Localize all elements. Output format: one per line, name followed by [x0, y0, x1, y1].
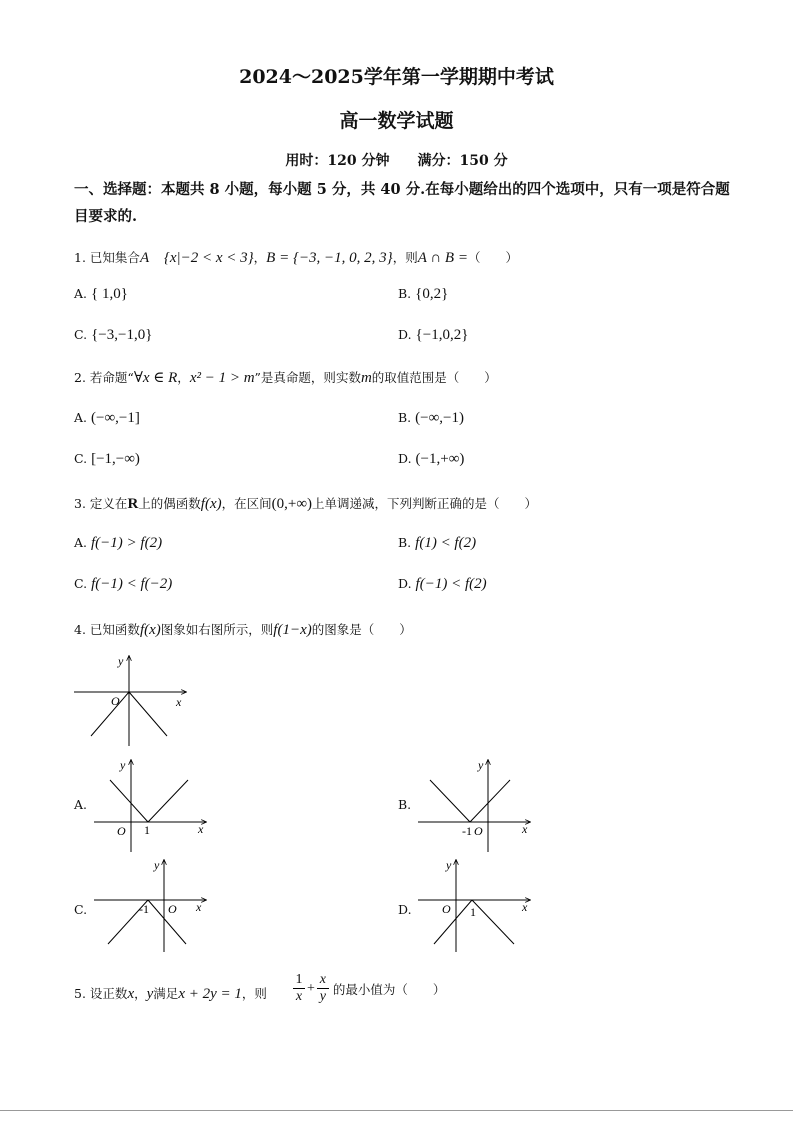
graph-line [148, 900, 186, 944]
q-text: 上单调递减，下列判断正确的是（ ） [312, 496, 538, 511]
var: m [360, 370, 372, 386]
option-a[interactable] [74, 410, 140, 427]
option-d[interactable] [398, 576, 487, 593]
q-text: 的最小值为（ ） [332, 981, 446, 997]
q-number: 4. [74, 622, 86, 637]
option-value: {−3,−1,0} [91, 327, 153, 343]
q-text: ”是真命题，则实数 [254, 370, 361, 385]
numerator: x [319, 972, 327, 987]
exam-meta: 用时：120 分钟 满分：150 分 [285, 153, 508, 169]
exam-title: 2024～2025学年第一学期期中考试 [239, 66, 554, 88]
q-text: 满足 [153, 986, 179, 1001]
option-d-graph[interactable] [416, 858, 536, 954]
option-c[interactable] [74, 451, 140, 468]
numerator: 1 [295, 972, 303, 987]
expr: ∀x ∈ R [133, 370, 178, 386]
graph-line [129, 692, 167, 736]
denominator: y [317, 988, 329, 1005]
q-text: 若命题“ [89, 370, 134, 385]
option-letter: C. [74, 327, 88, 342]
option-b[interactable] [398, 535, 476, 552]
exam-subtitle: 高一数学试题 [339, 110, 454, 132]
x-label: x [522, 822, 528, 836]
q-number: 3. [74, 496, 86, 511]
origin-label: O [474, 824, 483, 838]
option-a[interactable] [74, 797, 87, 812]
option-value: f(1) < f(2) [415, 535, 477, 551]
option-a[interactable] [74, 286, 128, 303]
option-letter: C. [74, 902, 88, 917]
q-text: 图象如右图所示，则 [160, 622, 274, 637]
question-1 [74, 246, 518, 267]
q-text: 已知函数 [89, 622, 140, 637]
graph-line [91, 692, 129, 736]
option-value: f(−1) < f(−2) [91, 576, 173, 592]
origin-label: O [117, 824, 126, 838]
option-letter: C. [74, 576, 88, 591]
option-value: {−1,0,2} [415, 327, 469, 343]
q-text: 上的偶函数 [138, 496, 201, 511]
y-label: y [446, 858, 452, 872]
graph-line [430, 780, 470, 822]
question-4 [74, 620, 412, 639]
x-label: x [522, 900, 528, 914]
q-text: ， [134, 986, 147, 1001]
option-value: (−∞,−1] [91, 410, 140, 426]
origin-label: O [442, 902, 451, 916]
y-label: y [478, 758, 484, 772]
var: y [146, 986, 154, 1002]
denominator: x [293, 988, 305, 1005]
option-d[interactable] [398, 902, 412, 917]
condition: x + 2y = 1 [178, 986, 242, 1002]
set-b: B = {−3, −1, 0, 2, 3} [266, 250, 393, 266]
question-3 [74, 494, 537, 513]
expr: x² − 1 > m [189, 370, 255, 386]
option-c[interactable] [74, 327, 152, 344]
origin-label: O [168, 902, 177, 916]
x-label: x [198, 822, 204, 836]
option-value: {0,2} [415, 286, 449, 302]
option-value: (−1,+∞) [415, 451, 465, 467]
real-set: R [127, 496, 139, 512]
option-letter: A. [74, 286, 88, 301]
option-d[interactable] [398, 451, 464, 468]
graph-line [434, 900, 472, 944]
expr: f(x) [200, 496, 222, 512]
option-value: f(−1) < f(2) [415, 576, 487, 592]
option-letter: A. [74, 535, 88, 550]
option-c[interactable] [74, 576, 172, 593]
option-letter: D. [398, 327, 412, 342]
option-a[interactable] [74, 535, 162, 552]
option-value: f(−1) > f(2) [91, 535, 163, 551]
q-number: 2. [74, 370, 86, 385]
option-letter: B. [398, 797, 412, 812]
q-text: ，则 [392, 250, 418, 265]
option-a-graph[interactable] [92, 758, 212, 854]
q-text: ，则 [241, 986, 267, 1001]
section-heading: 一、选择题：本题共 8 小题，每小题 5 分，共 40 分.在每小题给出的四个选项中，只有一项是符合题目要求的. [74, 181, 730, 225]
reference-graph [70, 652, 190, 748]
option-letter: C. [74, 451, 88, 466]
fraction [293, 972, 305, 1005]
q-text: 的图象是（ ） [311, 622, 412, 637]
option-b[interactable] [398, 410, 464, 427]
graph-line [470, 780, 510, 822]
q-text: ，在区间 [221, 496, 272, 511]
option-letter: B. [398, 535, 412, 550]
option-letter: D. [398, 902, 412, 917]
graph-line [472, 900, 514, 944]
expr: f(x) [139, 622, 161, 638]
y-label: y [154, 858, 160, 872]
option-letter: D. [398, 451, 412, 466]
x-label: x [176, 695, 182, 709]
tick-label: -1 [139, 902, 149, 916]
option-b-graph[interactable] [416, 758, 536, 854]
tick-label: 1 [470, 905, 476, 919]
question-5 [74, 984, 267, 1003]
graph-line [148, 780, 188, 822]
expr: f(1−x) [273, 622, 312, 638]
option-letter: A. [74, 797, 88, 812]
origin-label: O [111, 694, 120, 708]
option-letter: B. [398, 410, 412, 425]
option-d[interactable] [398, 327, 468, 344]
y-label: y [118, 654, 124, 668]
graph-line [110, 780, 148, 822]
fraction [317, 972, 329, 1005]
y-label: y [120, 758, 126, 772]
option-b[interactable] [398, 286, 448, 303]
option-c[interactable] [74, 902, 87, 917]
q-text: ， [253, 250, 267, 265]
tick-label: 1 [144, 823, 150, 837]
option-value: { 1,0} [91, 286, 128, 302]
expr: A ∩ B = [417, 250, 468, 266]
question-2 [74, 368, 497, 387]
fraction-expression [293, 972, 445, 1005]
set-a: A {x|−2 < x < 3} [139, 250, 254, 266]
q-text: 的取值范围是（ ） [371, 370, 497, 385]
q-text: 设正数 [89, 986, 128, 1001]
page-bottom-divider [0, 1110, 793, 1111]
option-letter: B. [398, 286, 412, 301]
tick-label: -1 [462, 824, 472, 838]
x-label: x [196, 900, 202, 914]
q-text: 定义在 [89, 496, 128, 511]
plus: + [307, 980, 315, 996]
option-c-graph[interactable] [92, 858, 212, 954]
option-value: (−∞,−1) [415, 410, 465, 426]
q-text: ， [177, 370, 190, 385]
answer-paren: （ ） [467, 250, 518, 265]
option-b[interactable] [398, 797, 411, 812]
expr: (0,+∞) [271, 496, 313, 512]
q-text: 已知集合 [89, 250, 140, 265]
option-letter: D. [398, 576, 412, 591]
q-number: 5. [74, 986, 86, 1001]
q-number: 1. [74, 250, 86, 265]
var: x [127, 986, 135, 1002]
option-letter: A. [74, 410, 88, 425]
option-value: [−1,−∞) [91, 451, 140, 467]
